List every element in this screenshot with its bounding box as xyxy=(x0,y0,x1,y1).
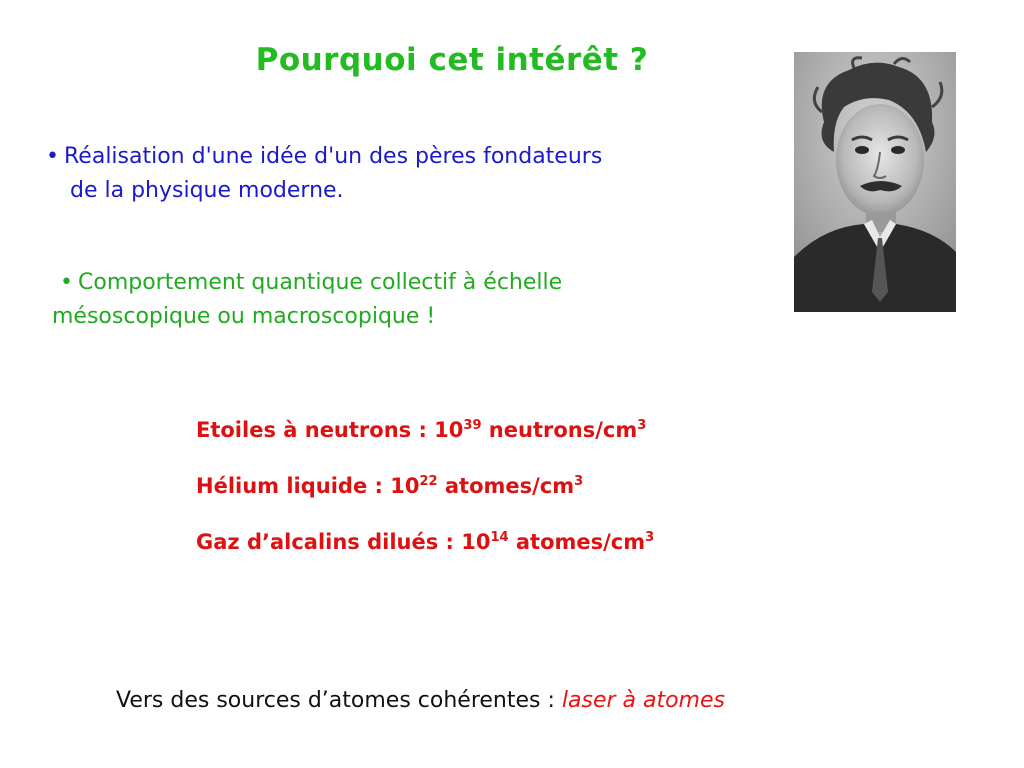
bullet-line-1: Réalisation d'une idée d'un des pères fondateurs xyxy=(64,144,603,169)
bullet-line-1: Comportement quantique collectif à échelle xyxy=(78,270,563,295)
bullet-quantum-behavior xyxy=(52,266,692,334)
density-alkali-gas xyxy=(196,530,654,554)
portrait-illustration xyxy=(794,52,956,312)
conclusion xyxy=(116,688,725,713)
density-unit: atomes/cm xyxy=(437,474,575,498)
density-exponent: 14 xyxy=(490,530,509,545)
density-unit: atomes/cm xyxy=(508,530,646,554)
density-neutron-stars xyxy=(196,418,646,442)
density-label: Gaz d’alcalins dilués : 10 xyxy=(196,530,491,554)
bullet-founding-idea xyxy=(46,140,746,208)
density-label: Etoiles à neutrons : 10 xyxy=(196,418,464,442)
bullet-line-2: de la physique moderne. xyxy=(70,178,344,203)
density-exponent: 39 xyxy=(463,418,482,433)
density-unit-exponent: 3 xyxy=(637,418,647,433)
conclusion-highlight: laser à atomes xyxy=(561,688,725,713)
conclusion-text: Vers des sources d’atomes cohérentes : xyxy=(116,688,562,713)
slide-title: Pourquoi cet intérêt ? xyxy=(255,42,649,78)
density-unit: neutrons/cm xyxy=(481,418,638,442)
density-unit-exponent: 3 xyxy=(574,474,584,489)
bullet-line-2: mésoscopique ou macroscopique ! xyxy=(52,304,436,329)
portrait-photo xyxy=(794,52,956,312)
density-exponent: 22 xyxy=(419,474,438,489)
density-label: Hélium liquide : 10 xyxy=(196,474,420,498)
bullet-marker: • xyxy=(60,270,73,295)
density-unit-exponent: 3 xyxy=(645,530,655,545)
bullet-marker: • xyxy=(46,144,59,169)
density-liquid-helium xyxy=(196,474,583,498)
